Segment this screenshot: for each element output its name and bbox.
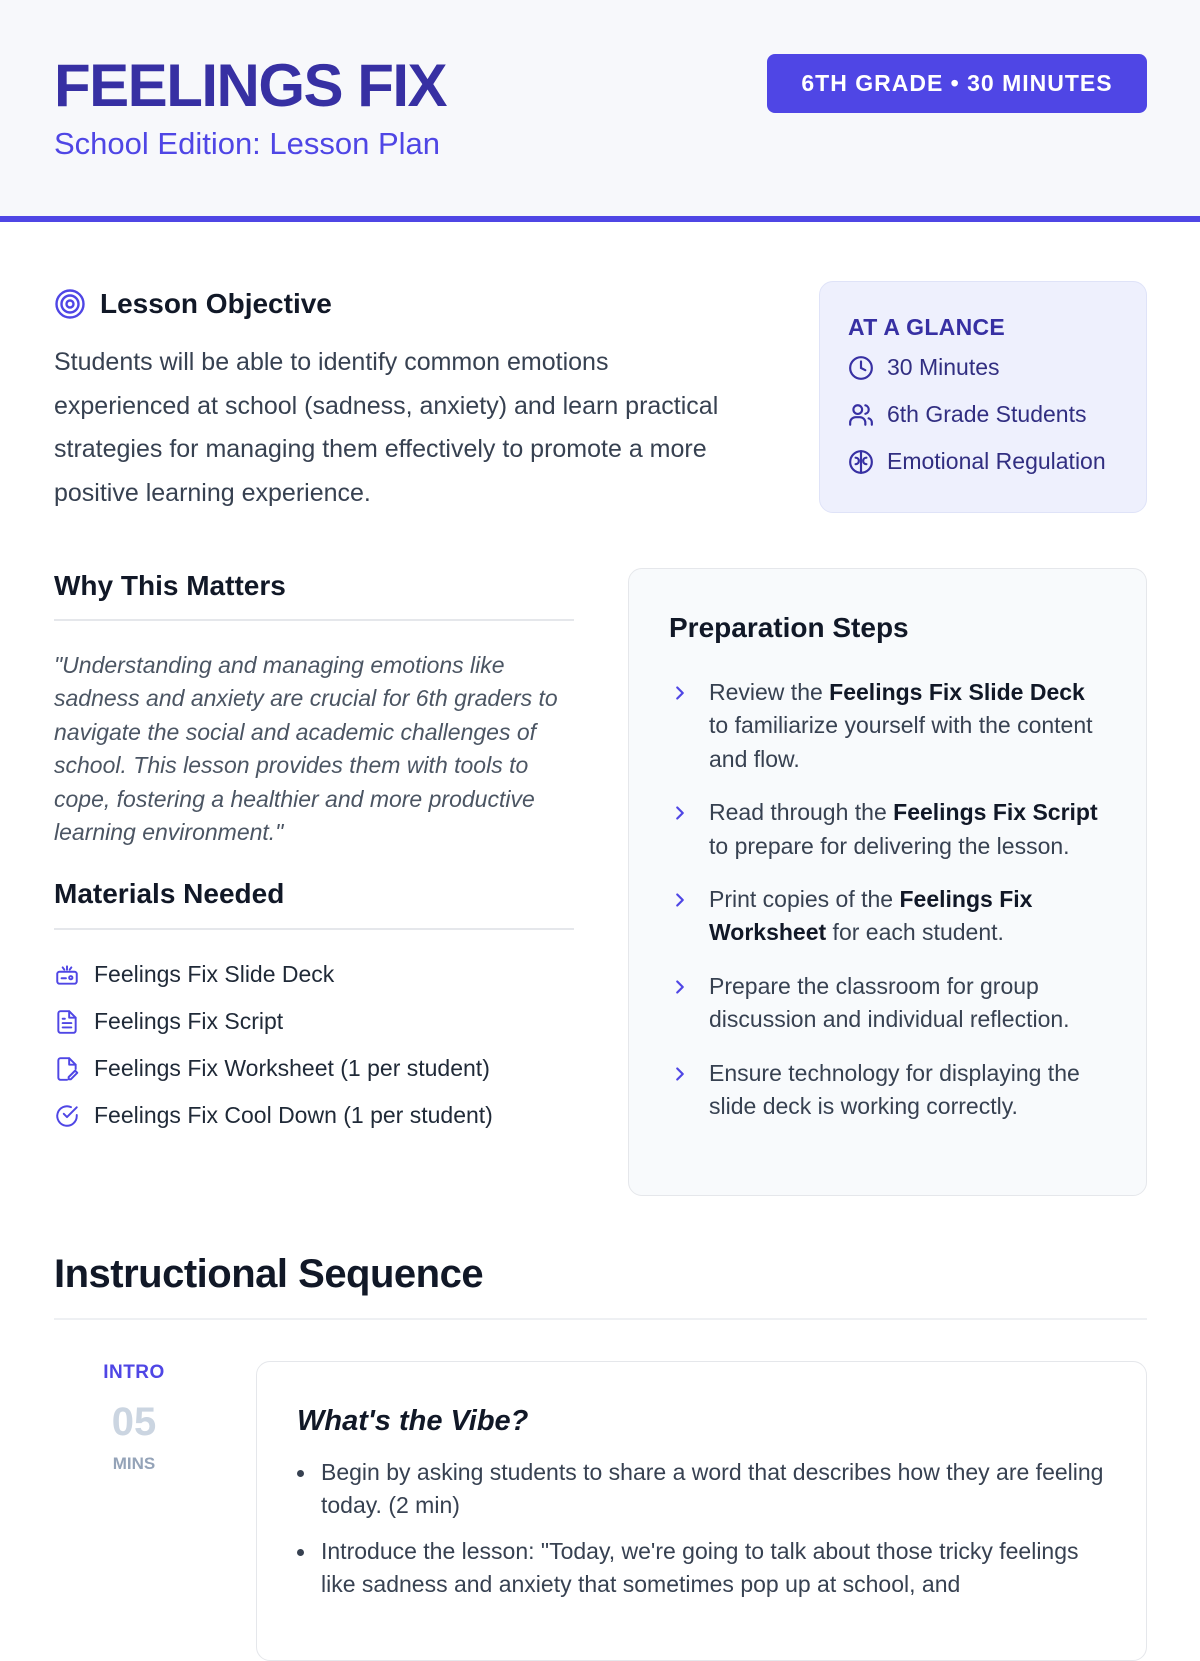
file-text-icon [54,1009,80,1035]
why-quote: "Understanding and managing emotions like sadness and anxiety are crucial for 6th graders to navigate the social and academic challenges of school. This lesson provides them with tools to cope, fostering a healthier and more productive learning environment." [54,652,558,846]
phase-duration-unit: MINS [112,1454,156,1473]
phase-duration-number: 05 [111,1400,157,1444]
list-item [669,970,1109,1037]
glance-item-label: 6th Grade Students [887,401,1087,427]
objective-heading-row [54,286,332,322]
phase-activity-card [256,1361,1147,1661]
step-text: Ensure technology for displaying the slide deck is working correctly. [709,1059,1080,1120]
material-label: Feelings Fix Cool Down (1 per student) [94,1102,493,1128]
check-circle-icon [54,1103,80,1129]
glance-item-label: Emotional Regulation [887,448,1106,474]
activity-bullets [297,1456,1117,1614]
glance-item-topic [848,438,1146,485]
chevron-right-icon [669,682,691,704]
step-text: Review the Feelings Fix Slide Deck to familiarize yourself with the content and flow. [709,679,1093,772]
page-subtitle: School Edition: Lesson Plan [54,126,441,161]
divider [54,619,574,621]
step-text: Prepare the classroom for group discussion and individual reflection. [709,972,1070,1033]
materials-list [54,951,493,1139]
grade-duration-badge: 6TH GRADE • 30 MINUTES [767,54,1147,113]
preparation-heading: Preparation Steps [669,612,909,643]
divider [54,928,574,930]
list-item [54,998,493,1045]
chevron-right-icon [669,889,691,911]
page-title: FEELINGS FIX [54,52,447,119]
file-edit-icon [54,1056,80,1082]
objective-text: Students will be able to identify common emotions experienced at school (sadness, anxiety) and learn practical strategies for managing them effectively to promote a more positive learning experience. [54,348,719,507]
chevron-right-icon [669,976,691,998]
step-text: Print copies of the Feelings Fix Worksheet for each student. [709,886,1033,946]
at-a-glance-card [819,281,1147,513]
list-item [669,1057,1109,1124]
preparation-steps [669,676,1109,1143]
presentation-icon [54,962,80,988]
objective-heading: Lesson Objective [100,288,332,319]
list-item: Begin by asking students to share a word that describes how they are feeling today. (2 min) [297,1456,1117,1522]
glance-heading: AT A GLANCE [848,314,1006,340]
list-item [54,1045,493,1092]
material-label: Feelings Fix Slide Deck [94,961,335,987]
list-item: Introduce the lesson: "Today, we're going to talk about those tricky feelings like sadness and anxiety that sometimes pop up at school, and [297,1535,1117,1601]
brain-icon [848,449,874,475]
page-header [0,0,1200,222]
activity-title: What's the Vibe? [297,1405,529,1437]
materials-heading: Materials Needed [54,878,285,909]
list-item [54,1092,493,1139]
chevron-right-icon [669,802,691,824]
sequence-heading: Instructional Sequence [54,1252,484,1296]
list-item [669,676,1109,776]
material-label: Feelings Fix Script [94,1008,284,1034]
list-item [669,883,1109,950]
material-label: Feelings Fix Worksheet (1 per student) [94,1055,490,1081]
list-item [54,951,493,998]
target-icon [54,288,86,320]
clock-icon [848,355,874,381]
step-text: Read through the Feelings Fix Script to prepare for delivering the lesson. [709,799,1098,859]
glance-item-audience [848,391,1146,438]
why-heading: Why This Matters [54,570,286,601]
chevron-right-icon [669,1063,691,1085]
list-item [669,796,1109,863]
glance-item-label: 30 Minutes [887,354,1000,380]
glance-item-duration [848,344,1146,391]
phase-label: INTRO [103,1362,165,1383]
users-icon [848,402,874,428]
phase-timing [54,1362,214,1474]
preparation-card [628,568,1147,1196]
divider [54,1318,1147,1320]
